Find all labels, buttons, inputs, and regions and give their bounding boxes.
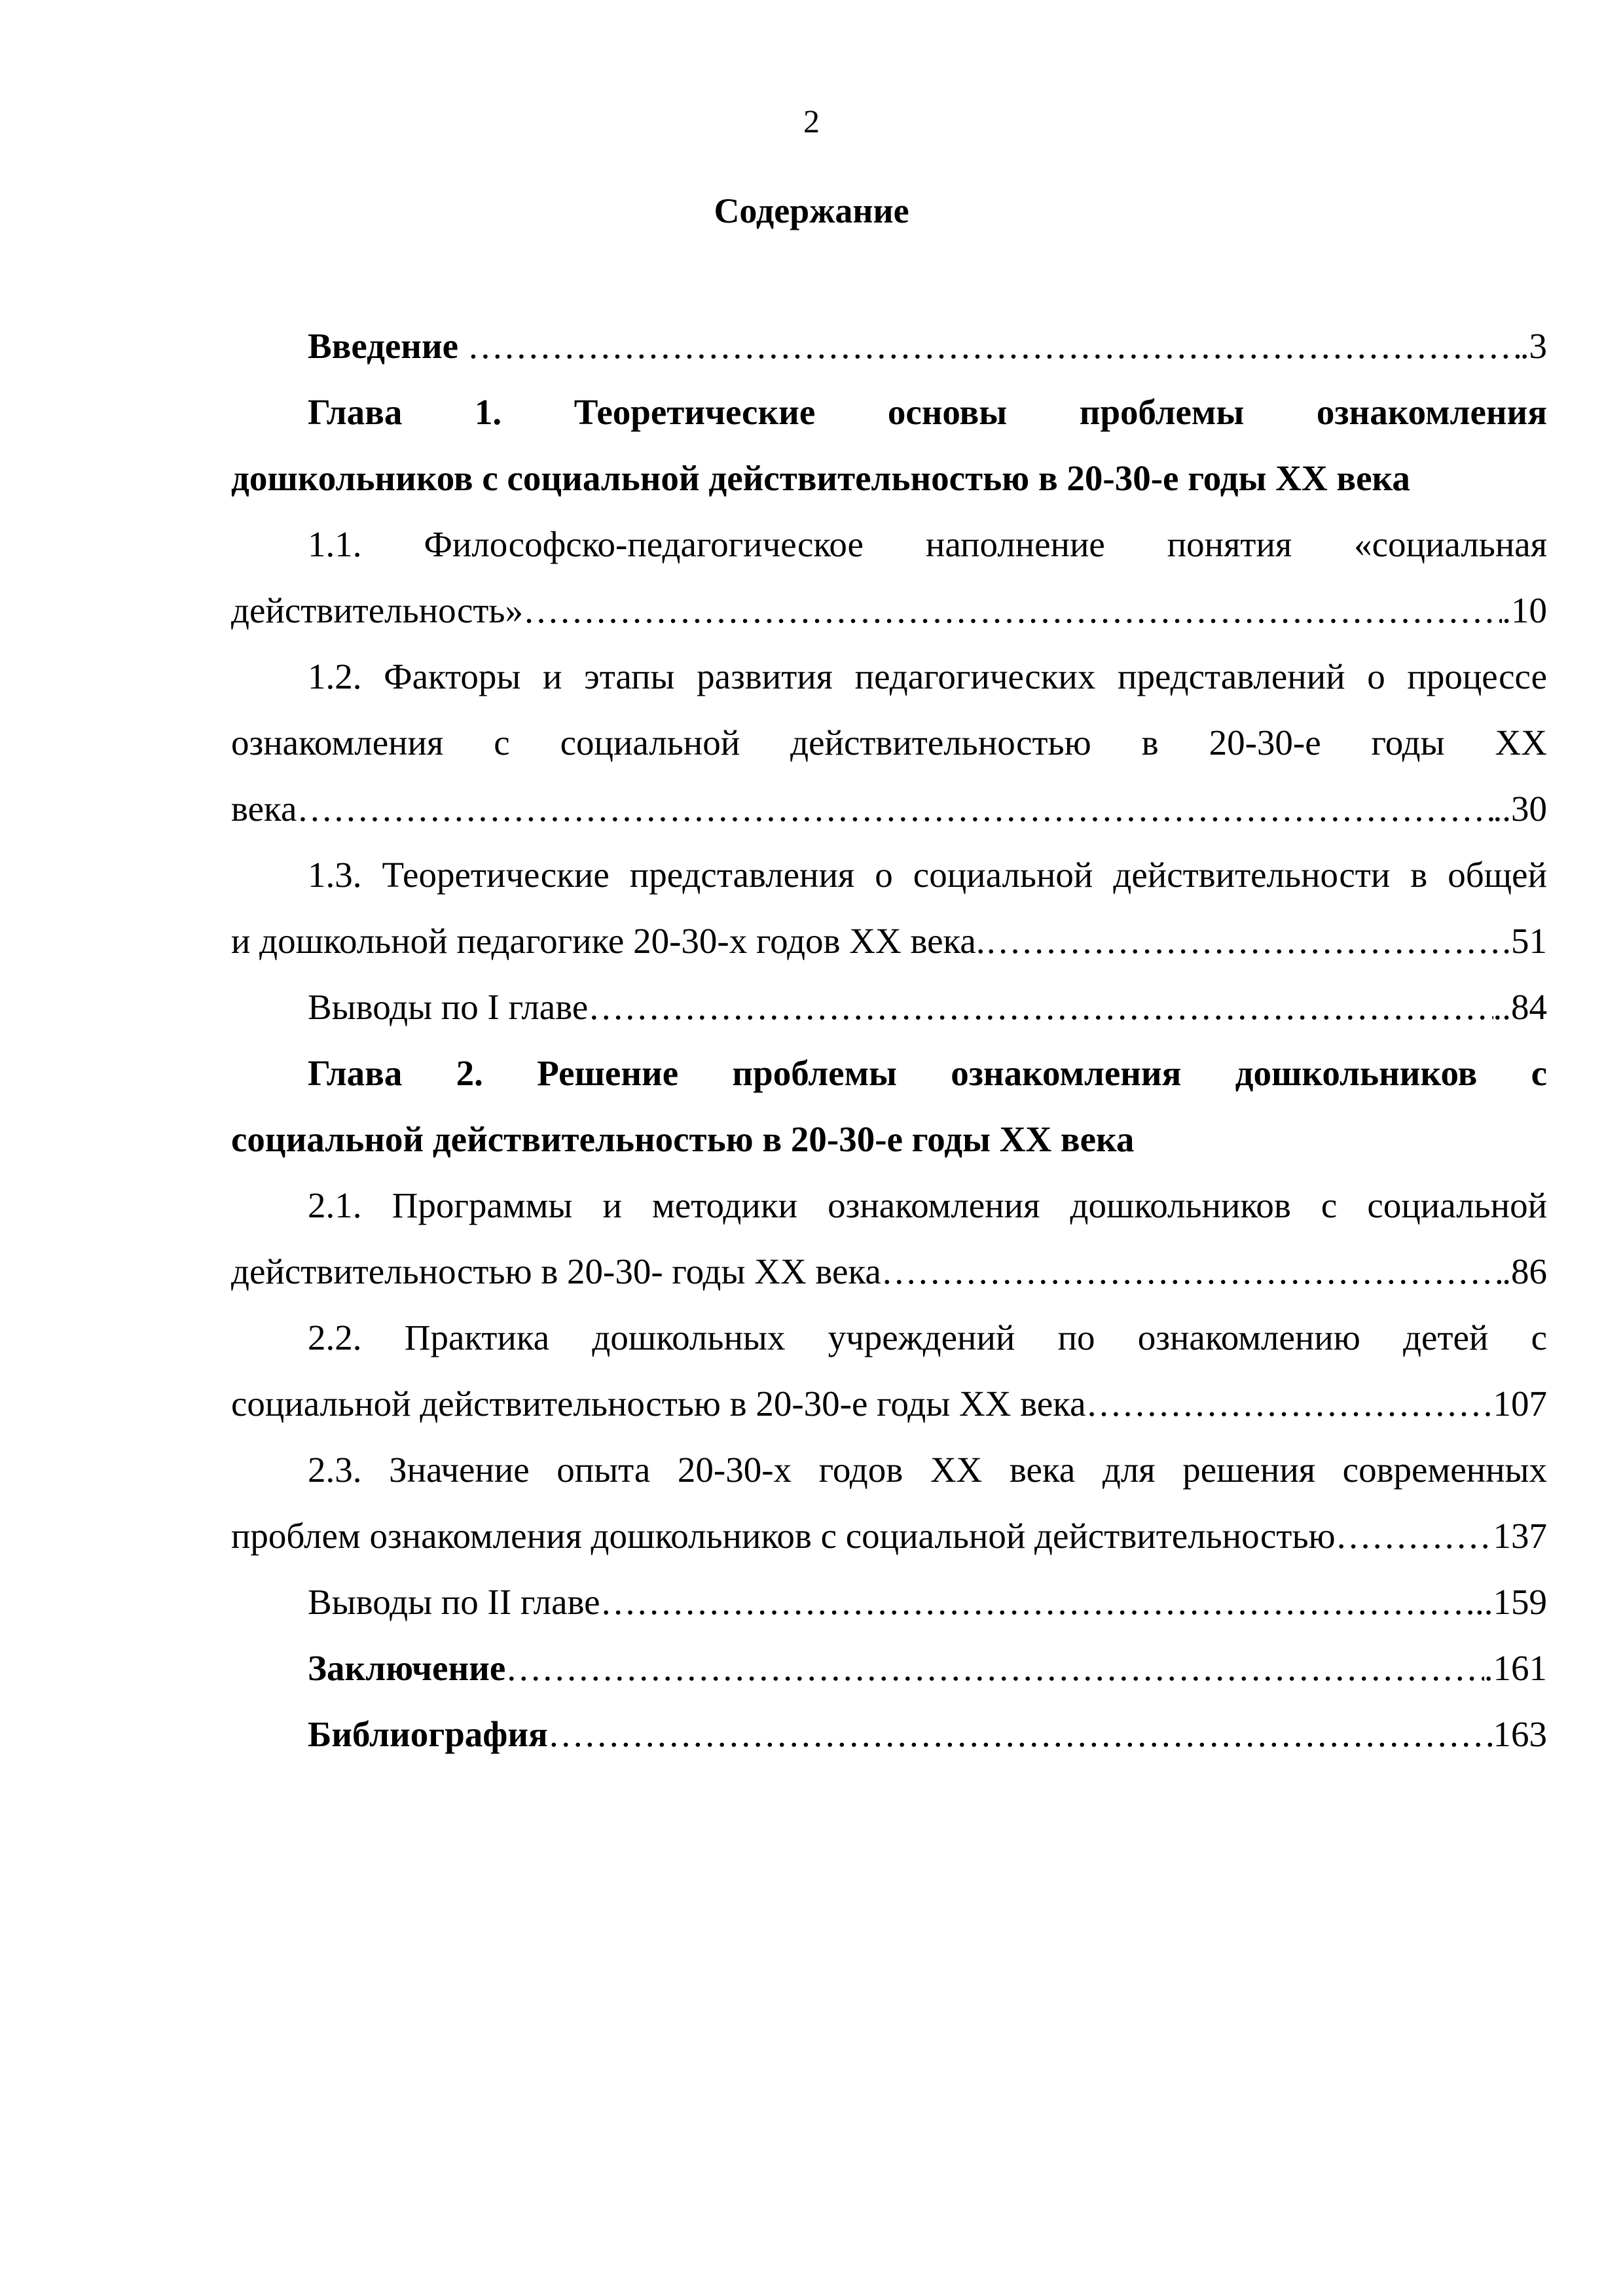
dot-leader — [600, 1569, 1475, 1635]
table-of-contents — [231, 313, 1547, 1767]
dot-leader — [985, 908, 1503, 974]
toc-section-2-3-line-1[interactable]: 2.3. Значение опыта 20-30-х годов XX века для решения современных — [308, 1450, 1547, 1490]
toc-entry-label: проблем ознакомления дошкольников с социальной действительностью — [231, 1516, 1336, 1556]
dot-leader — [881, 1238, 1502, 1304]
toc-section-2-2-line-2[interactable] — [231, 1371, 1547, 1437]
toc-entry-label: Заключение — [308, 1648, 506, 1688]
dot-leader — [458, 313, 1520, 379]
toc-page-number: 163 — [1493, 1714, 1547, 1754]
toc-page-number: .161 — [1484, 1648, 1547, 1688]
toc-page-number: .10 — [1502, 590, 1547, 630]
toc-section-1-3-line-2[interactable] — [231, 908, 1547, 974]
toc-entry-label: века — [231, 789, 297, 829]
dot-leader — [588, 974, 1493, 1040]
toc-section-2-3-line-2[interactable] — [231, 1503, 1547, 1569]
toc-entry-label: действительностью в 20-30- годы XX века — [231, 1251, 881, 1291]
page-title: Содержание — [714, 191, 909, 230]
toc-section-1-2-text[interactable]: 1.2. Факторы и этапы развития педагогических представлений о процессе ознакомления с социальной действительностью в 20-30-е годы XX — [231, 656, 1547, 762]
toc-page-number: 107 — [1493, 1384, 1547, 1424]
toc-section-1-3-line-1[interactable]: 1.3. Теоретические представления о социальной действительности в общей — [308, 855, 1547, 895]
toc-page-number: 137 — [1493, 1516, 1547, 1556]
toc-entry-label: действительность» — [231, 590, 523, 630]
dot-leader — [1336, 1503, 1493, 1569]
toc-entry-conclusion[interactable] — [231, 1635, 1547, 1701]
toc-entry-intro[interactable] — [231, 313, 1547, 379]
toc-chapter-2-line-2[interactable]: социальной действительностью в 20-30-е годы XX века — [231, 1119, 1135, 1159]
toc-entry-label: Выводы по I главе — [308, 987, 589, 1027]
toc-entry-bibliography[interactable] — [231, 1701, 1547, 1767]
toc-chapter-1-line-2[interactable]: дошкольников с социальной действительностью в 20-30-е годы XX века — [231, 458, 1410, 498]
toc-section-2-2-line-1[interactable]: 2.2. Практика дошкольных учреждений по ознакомлению детей с — [308, 1318, 1547, 1357]
dot-leader — [548, 1701, 1493, 1767]
toc-chapter-2-line-1[interactable]: Глава 2. Решение проблемы ознакомления дошкольников с — [308, 1053, 1547, 1093]
toc-entry-conclusions-2[interactable] — [231, 1569, 1547, 1635]
toc-section-1-1-line-1[interactable]: 1.1. Философско-педагогическое наполнение понятия «социальная — [308, 524, 1547, 564]
toc-section-1-1-line-2[interactable] — [231, 577, 1547, 643]
toc-entry-label: Введение — [308, 326, 459, 366]
toc-page-number: ..159 — [1475, 1582, 1547, 1622]
toc-section-2-1-line-2[interactable] — [231, 1238, 1547, 1304]
toc-page-number: ..84 — [1493, 987, 1547, 1027]
toc-page-number: .3 — [1520, 326, 1547, 366]
toc-section-2-1-line-1[interactable]: 2.1. Программы и методики ознакомления дошкольников с социальной — [308, 1185, 1547, 1225]
toc-page-number: .51 — [1502, 921, 1547, 961]
toc-entry-label: и дошкольной педагогике 20-30-х годов XX века. — [231, 921, 985, 961]
dot-leader — [297, 776, 1493, 842]
toc-entry-conclusions-1[interactable] — [231, 974, 1547, 1040]
dot-leader — [523, 577, 1502, 643]
toc-chapter-1-line-1[interactable]: Глава 1. Теоретические основы проблемы ознакомления — [308, 392, 1547, 432]
toc-section-1-2-last-line[interactable] — [231, 776, 1547, 842]
toc-page-number: ..30 — [1493, 789, 1547, 829]
toc-entry-label: социальной действительностью в 20-30-е годы XX века — [231, 1384, 1086, 1424]
page-number: 2 — [803, 103, 820, 139]
toc-entry-label: Выводы по II главе — [308, 1582, 600, 1622]
dot-leader — [505, 1635, 1484, 1701]
toc-page-number: .86 — [1502, 1251, 1547, 1291]
dot-leader — [1086, 1371, 1493, 1437]
toc-entry-label: Библиография — [308, 1714, 548, 1754]
